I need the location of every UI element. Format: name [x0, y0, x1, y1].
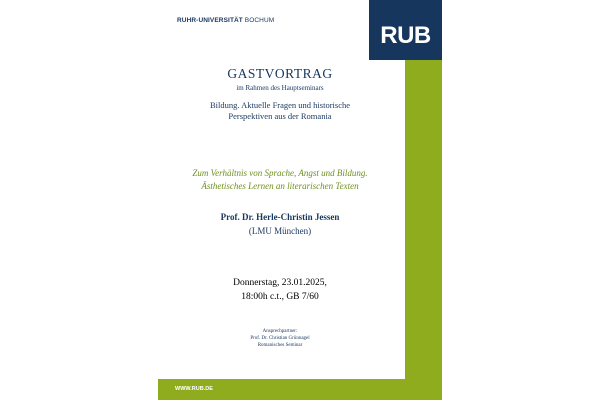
contact-label: Ansprechpartner: — [262, 329, 298, 334]
event-date-line-1: Donnerstag, 23.01.2025, — [233, 278, 327, 288]
footer-url: WWW.RUB.DE — [175, 386, 213, 392]
rub-logo-text: RUB — [380, 22, 431, 49]
green-side-bar — [405, 0, 442, 400]
university-name-city: BOCHUM — [244, 17, 275, 24]
seminar-title — [160, 100, 400, 122]
event-date — [160, 276, 400, 304]
university-name — [177, 17, 274, 24]
seminar-title-line-2: Perspektiven aus der Romania — [228, 111, 332, 121]
talk-title-line-1: Zum Verhältnis von Sprache, Angst und Bildung. — [192, 168, 368, 178]
rub-logo — [369, 0, 442, 60]
event-date-line-2: 18:00h c.t., GB 7/60 — [241, 292, 319, 302]
university-name-bold: RUHR-UNIVERSITÄT — [177, 17, 243, 24]
contact-department: Romanisches Seminar — [257, 343, 303, 348]
seminar-title-line-1: Bildung. Aktuelle Fragen und historische — [210, 100, 350, 110]
speaker-affiliation: (LMU München) — [248, 226, 312, 236]
talk-title-line-2: Ästhetisches Lernen an literarischen Texten — [201, 181, 359, 191]
contact-name: Prof. Dr. Christian Grünnagel — [250, 336, 310, 341]
contact-info — [160, 328, 400, 349]
event-title: GASTVORTRAG — [227, 66, 333, 81]
speaker-name: Prof. Dr. Herle-Christin Jessen — [220, 212, 340, 222]
event-subtitle: im Rahmen des Hauptseminars — [236, 84, 324, 92]
talk-title — [160, 167, 400, 193]
